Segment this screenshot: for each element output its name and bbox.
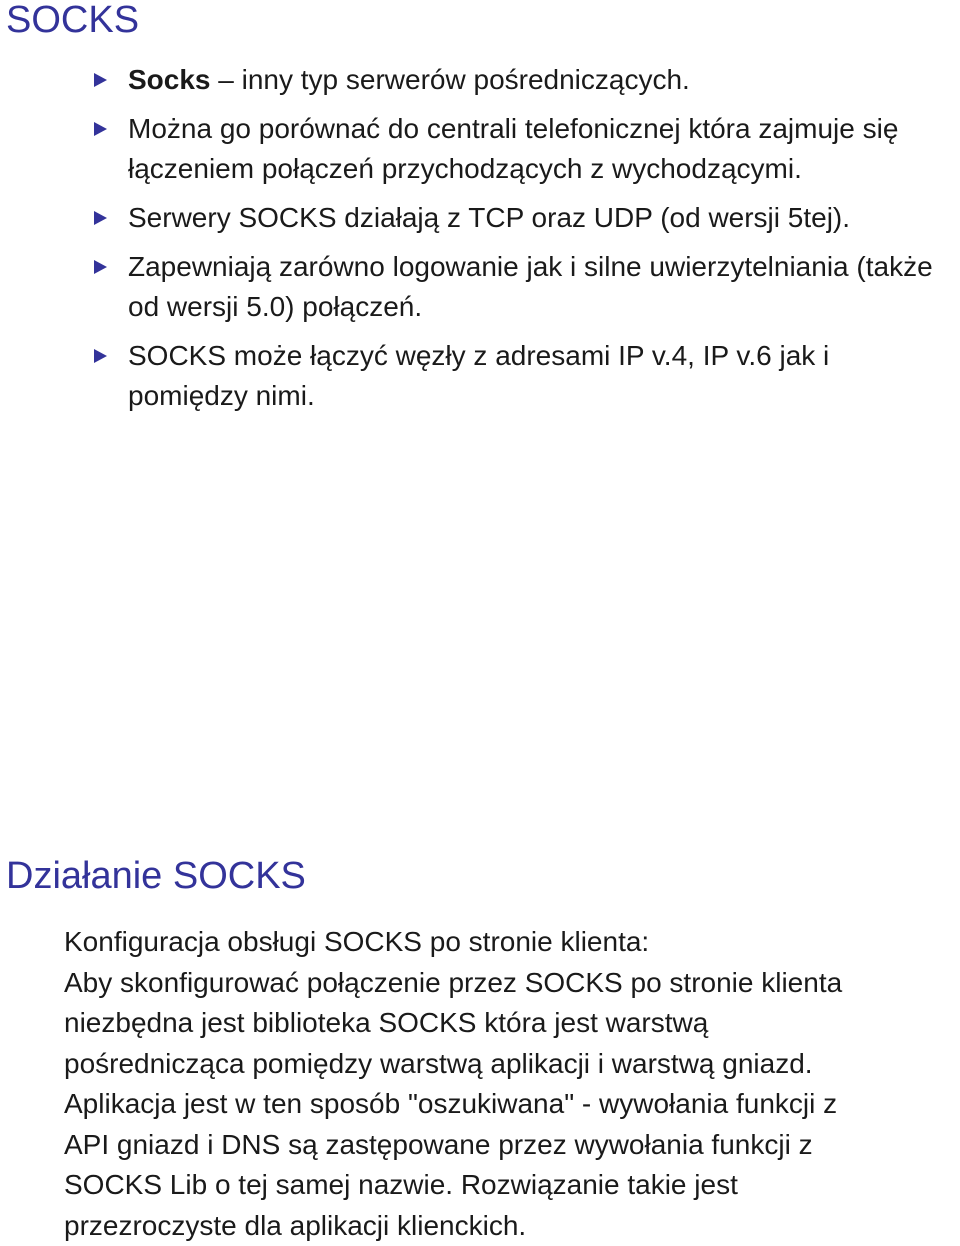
bullet-text: Serwery SOCKS działają z TCP oraz UDP (od wersji 5tej). <box>128 202 850 233</box>
body-line: Aby skonfigurować połączenie przez SOCKS po stronie klienta <box>64 963 954 1004</box>
bullet-text: Można go porównać do centrali telefonicznej która zajmuje się łączeniem połączeń przychodzących z wychodzącymi. <box>128 113 898 184</box>
body-line: pośrednicząca pomiędzy warstwą aplikacji i warstwą gniazd. <box>64 1044 954 1085</box>
slide-title: SOCKS <box>6 0 139 40</box>
bullet-text: Zapewniają zarówno logowanie jak i silne uwierzytelniania (także od wersji 5.0) połączeń. <box>128 251 933 322</box>
body-line: niezbędna jest biblioteka SOCKS która jest warstwą <box>64 1003 954 1044</box>
bullet-term: Socks <box>128 64 211 95</box>
body-line: Konfiguracja obsługi SOCKS po stronie klienta: <box>64 922 954 963</box>
bullet-text: SOCKS może łączyć węzły z adresami IP v.4, IP v.6 jak i pomiędzy nimi. <box>128 340 829 411</box>
slide-title: Działanie SOCKS <box>6 856 306 896</box>
body-line: przezroczyste dla aplikacji klienckich. <box>64 1206 954 1246</box>
body-line: Aplikacja jest w ten sposób "oszukiwana" - wywołania funkcji z <box>64 1084 954 1125</box>
slide-body <box>64 922 954 1246</box>
body-line: SOCKS Lib o tej samej nazwie. Rozwiązanie takie jest <box>64 1165 954 1206</box>
body-line: API gniazd i DNS są zastępowane przez wywołania funkcji z <box>64 1125 954 1166</box>
bullet-text: – inny typ serwerów pośredniczących. <box>211 64 690 95</box>
